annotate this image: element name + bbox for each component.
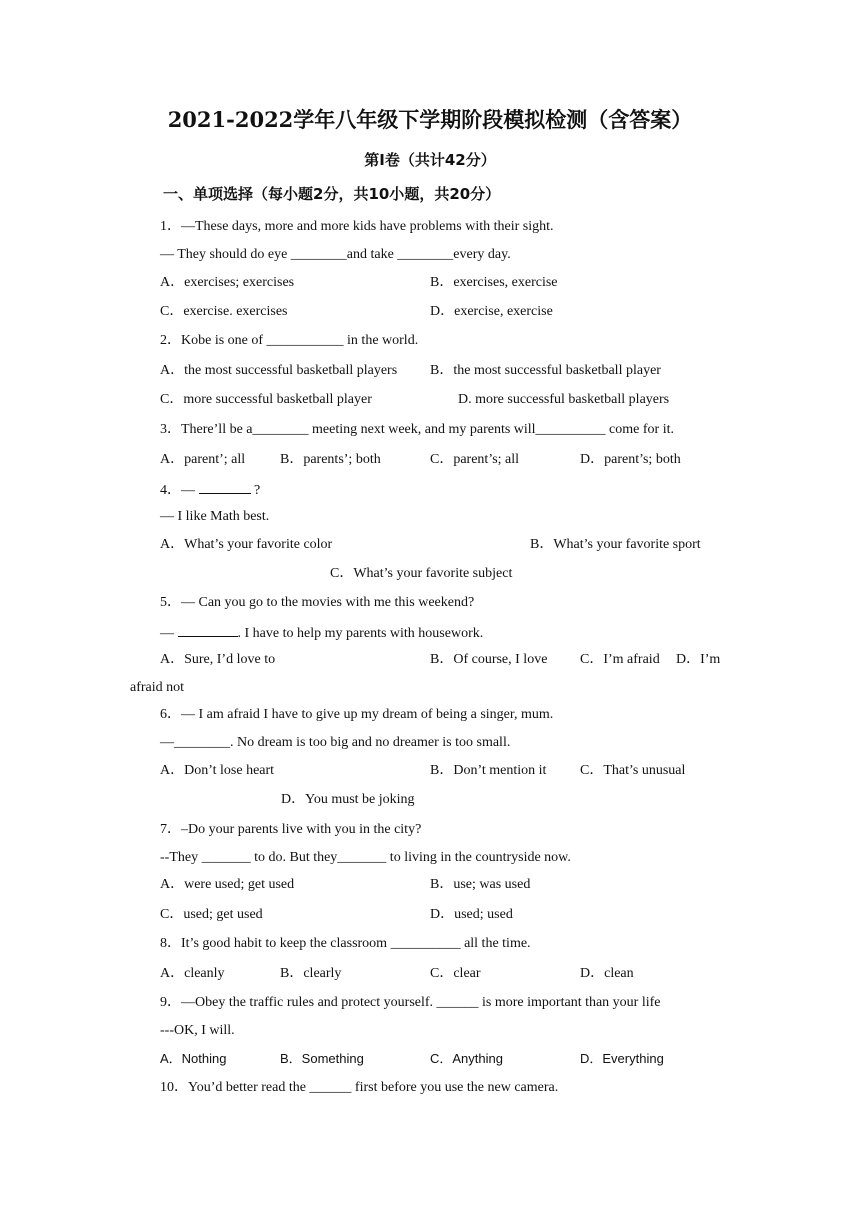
text-line: D．I’m — [676, 652, 721, 667]
text-line: A．Don’t lose heart — [160, 763, 275, 778]
question-5-reply-suffix: . I have to help my parents with housework. — [237, 626, 484, 641]
text-line: C．used; get used — [160, 907, 263, 922]
text-line: C．more successful basketball player — [160, 392, 372, 407]
question-4-prefix: 4．— — [160, 483, 199, 498]
section-title: 一、单项选择（每小题2分，共10小题，共20分） — [163, 185, 501, 203]
text-line: C．I’m afraid — [580, 652, 660, 667]
document-title: 2021-2022学年八年级下学期阶段模拟检测（含答案） — [167, 107, 693, 132]
answer-blank — [178, 623, 238, 637]
question-4-stem — [160, 480, 260, 500]
text-line: C．That’s unusual — [580, 763, 686, 778]
text-line: 7．–Do your parents live with you in the city? — [160, 822, 422, 837]
question-5-reply — [160, 623, 483, 643]
text-line: C．clear — [430, 966, 481, 981]
text-line: 3．There’ll be a________ meeting next week, and my parents will__________ come for it. — [160, 422, 674, 437]
text-line: — I like Math best. — [160, 509, 270, 524]
answer-option: A．Nothing — [160, 1051, 227, 1066]
answer-option: C．Anything — [430, 1051, 503, 1066]
text-line: 8．It’s good habit to keep the classroom __________ all the time. — [160, 936, 531, 951]
text-line: — They should do eye ________and take ________every day. — [160, 247, 511, 262]
text-line: B．What’s your favorite sport — [530, 537, 701, 552]
text-line: afraid not — [130, 680, 185, 695]
text-line: 9．—Obey the traffic rules and protect yourself. ______ is more important than your life — [160, 995, 661, 1010]
text-line: B．exercises, exercise — [430, 275, 558, 290]
text-line: D. more successful basketball players — [458, 392, 670, 407]
text-line: 6．— I am afraid I have to give up my dream of being a singer, mum. — [160, 707, 554, 722]
question-5-reply-prefix: — — [160, 626, 178, 641]
text-line: B．Don’t mention it — [430, 763, 547, 778]
text-line: A．parent’; all — [160, 452, 246, 467]
text-line: D．You must be joking — [281, 792, 415, 807]
text-line: --They _______ to do. But they_______ to living in the countryside now. — [160, 850, 571, 865]
text-line: A．exercises; exercises — [160, 275, 295, 290]
answer-blank — [199, 480, 251, 494]
text-line: B．Of course, I love — [430, 652, 548, 667]
text-line: D．clean — [580, 966, 634, 981]
text-line: D．parent’s; both — [580, 452, 681, 467]
text-line: B．clearly — [280, 966, 342, 981]
answer-option: D．Everything — [580, 1051, 664, 1066]
text-line: D．used; used — [430, 907, 513, 922]
question-4-suffix: ? — [250, 483, 261, 498]
text-line: —________. No dream is too big and no dreamer is too small. — [160, 735, 511, 750]
text-line: C．What’s your favorite subject — [330, 566, 513, 581]
text-line: 2．Kobe is one of ___________ in the world. — [160, 333, 419, 348]
text-line: 10．You’d better read the ______ first before you use the new camera. — [160, 1080, 559, 1095]
text-line: D．exercise, exercise — [430, 304, 553, 319]
text-line: A．cleanly — [160, 966, 225, 981]
text-line: A．the most successful basketball players — [160, 363, 398, 378]
text-line: A．What’s your favorite color — [160, 537, 333, 552]
part-title: 第Ⅰ卷（共计42分） — [364, 151, 496, 169]
text-line: C．parent’s; all — [430, 452, 520, 467]
text-line: 1．—These days, more and more kids have problems with their sight. — [160, 219, 554, 234]
text-line: A．were used; get used — [160, 877, 295, 892]
text-line: C．exercise. exercises — [160, 304, 288, 319]
text-line: ---OK, I will. — [160, 1023, 235, 1038]
text-line: B．use; was used — [430, 877, 531, 892]
answer-option: B．Something — [280, 1051, 364, 1066]
text-line: 5．— Can you go to the movies with me this weekend? — [160, 595, 475, 610]
text-line: B．the most successful basketball player — [430, 363, 661, 378]
text-line: A．Sure, I’d love to — [160, 652, 276, 667]
text-line: B．parents’; both — [280, 452, 381, 467]
